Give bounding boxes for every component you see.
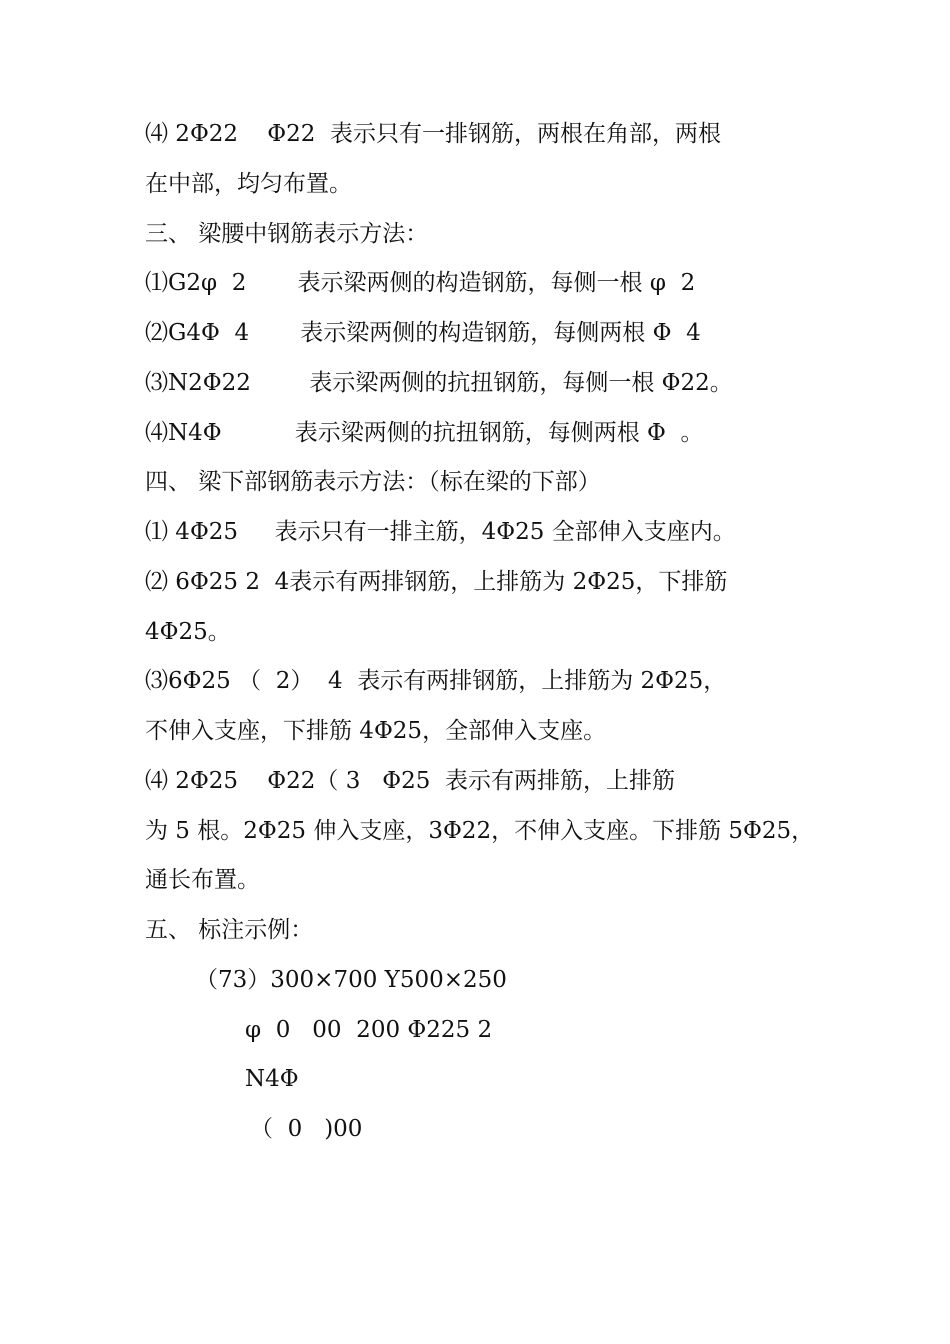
example-line: φ 0 00 200 Φ225 2 bbox=[245, 1017, 493, 1043]
text-line: ⑵G4Φ 4 表示梁两侧的构造钢筋，每侧两根 Φ 4 bbox=[145, 320, 701, 346]
text-line: ⑷N4Φ 表示梁两侧的抗扭钢筋，每侧两根 Φ 。 bbox=[145, 420, 704, 446]
text-line: 在中部，均匀布置。 bbox=[145, 171, 352, 197]
section-heading: 五、 标注示例： bbox=[145, 917, 314, 943]
text-line: ⑶6Φ25 （ 2） 4 表示有两排钢筋，上排筋为 2Φ25， bbox=[145, 668, 727, 694]
section-heading: 四、 梁下部钢筋表示方法：（标在梁的下部） bbox=[145, 469, 601, 495]
example-line: （73）300×700 Y500×250 bbox=[195, 967, 507, 993]
text-line: ⑵ 6Φ25 2 4表示有两排钢筋，上排筋为 2Φ25，下排筋 bbox=[145, 569, 728, 595]
text-line: ⑷ 2Φ25 Φ22（ 3 Φ25 表示有两排筋，上排筋 bbox=[145, 768, 676, 794]
text-line: ⑴ 4Φ25 表示只有一排主筋，4Φ25 全部伸入支座内。 bbox=[145, 519, 736, 545]
text-line: 不伸入支座，下排筋 4Φ25，全部伸入支座。 bbox=[145, 718, 607, 744]
text-line: 为 5 根。2Φ25 伸入支座，3Φ22，不伸入支座。下排筋 5Φ25， bbox=[145, 818, 815, 844]
text-line: 通长布置。 bbox=[145, 867, 260, 893]
text-line: ⑴G2φ 2 表示梁两侧的构造钢筋，每侧一根 φ 2 bbox=[145, 270, 696, 296]
text-line: 4Φ25。 bbox=[145, 619, 231, 645]
text-line: ⑶N2Φ22 表示梁两侧的抗扭钢筋，每侧一根 Φ22。 bbox=[145, 370, 733, 396]
text-line: ⑷ 2Φ22 Φ22 表示只有一排钢筋，两根在角部，两根 bbox=[145, 121, 722, 147]
example-line: N4Φ bbox=[245, 1066, 299, 1092]
section-heading: 三、 梁腰中钢筋表示方法： bbox=[145, 221, 429, 247]
example-line: （ 0 )00 bbox=[250, 1116, 363, 1142]
